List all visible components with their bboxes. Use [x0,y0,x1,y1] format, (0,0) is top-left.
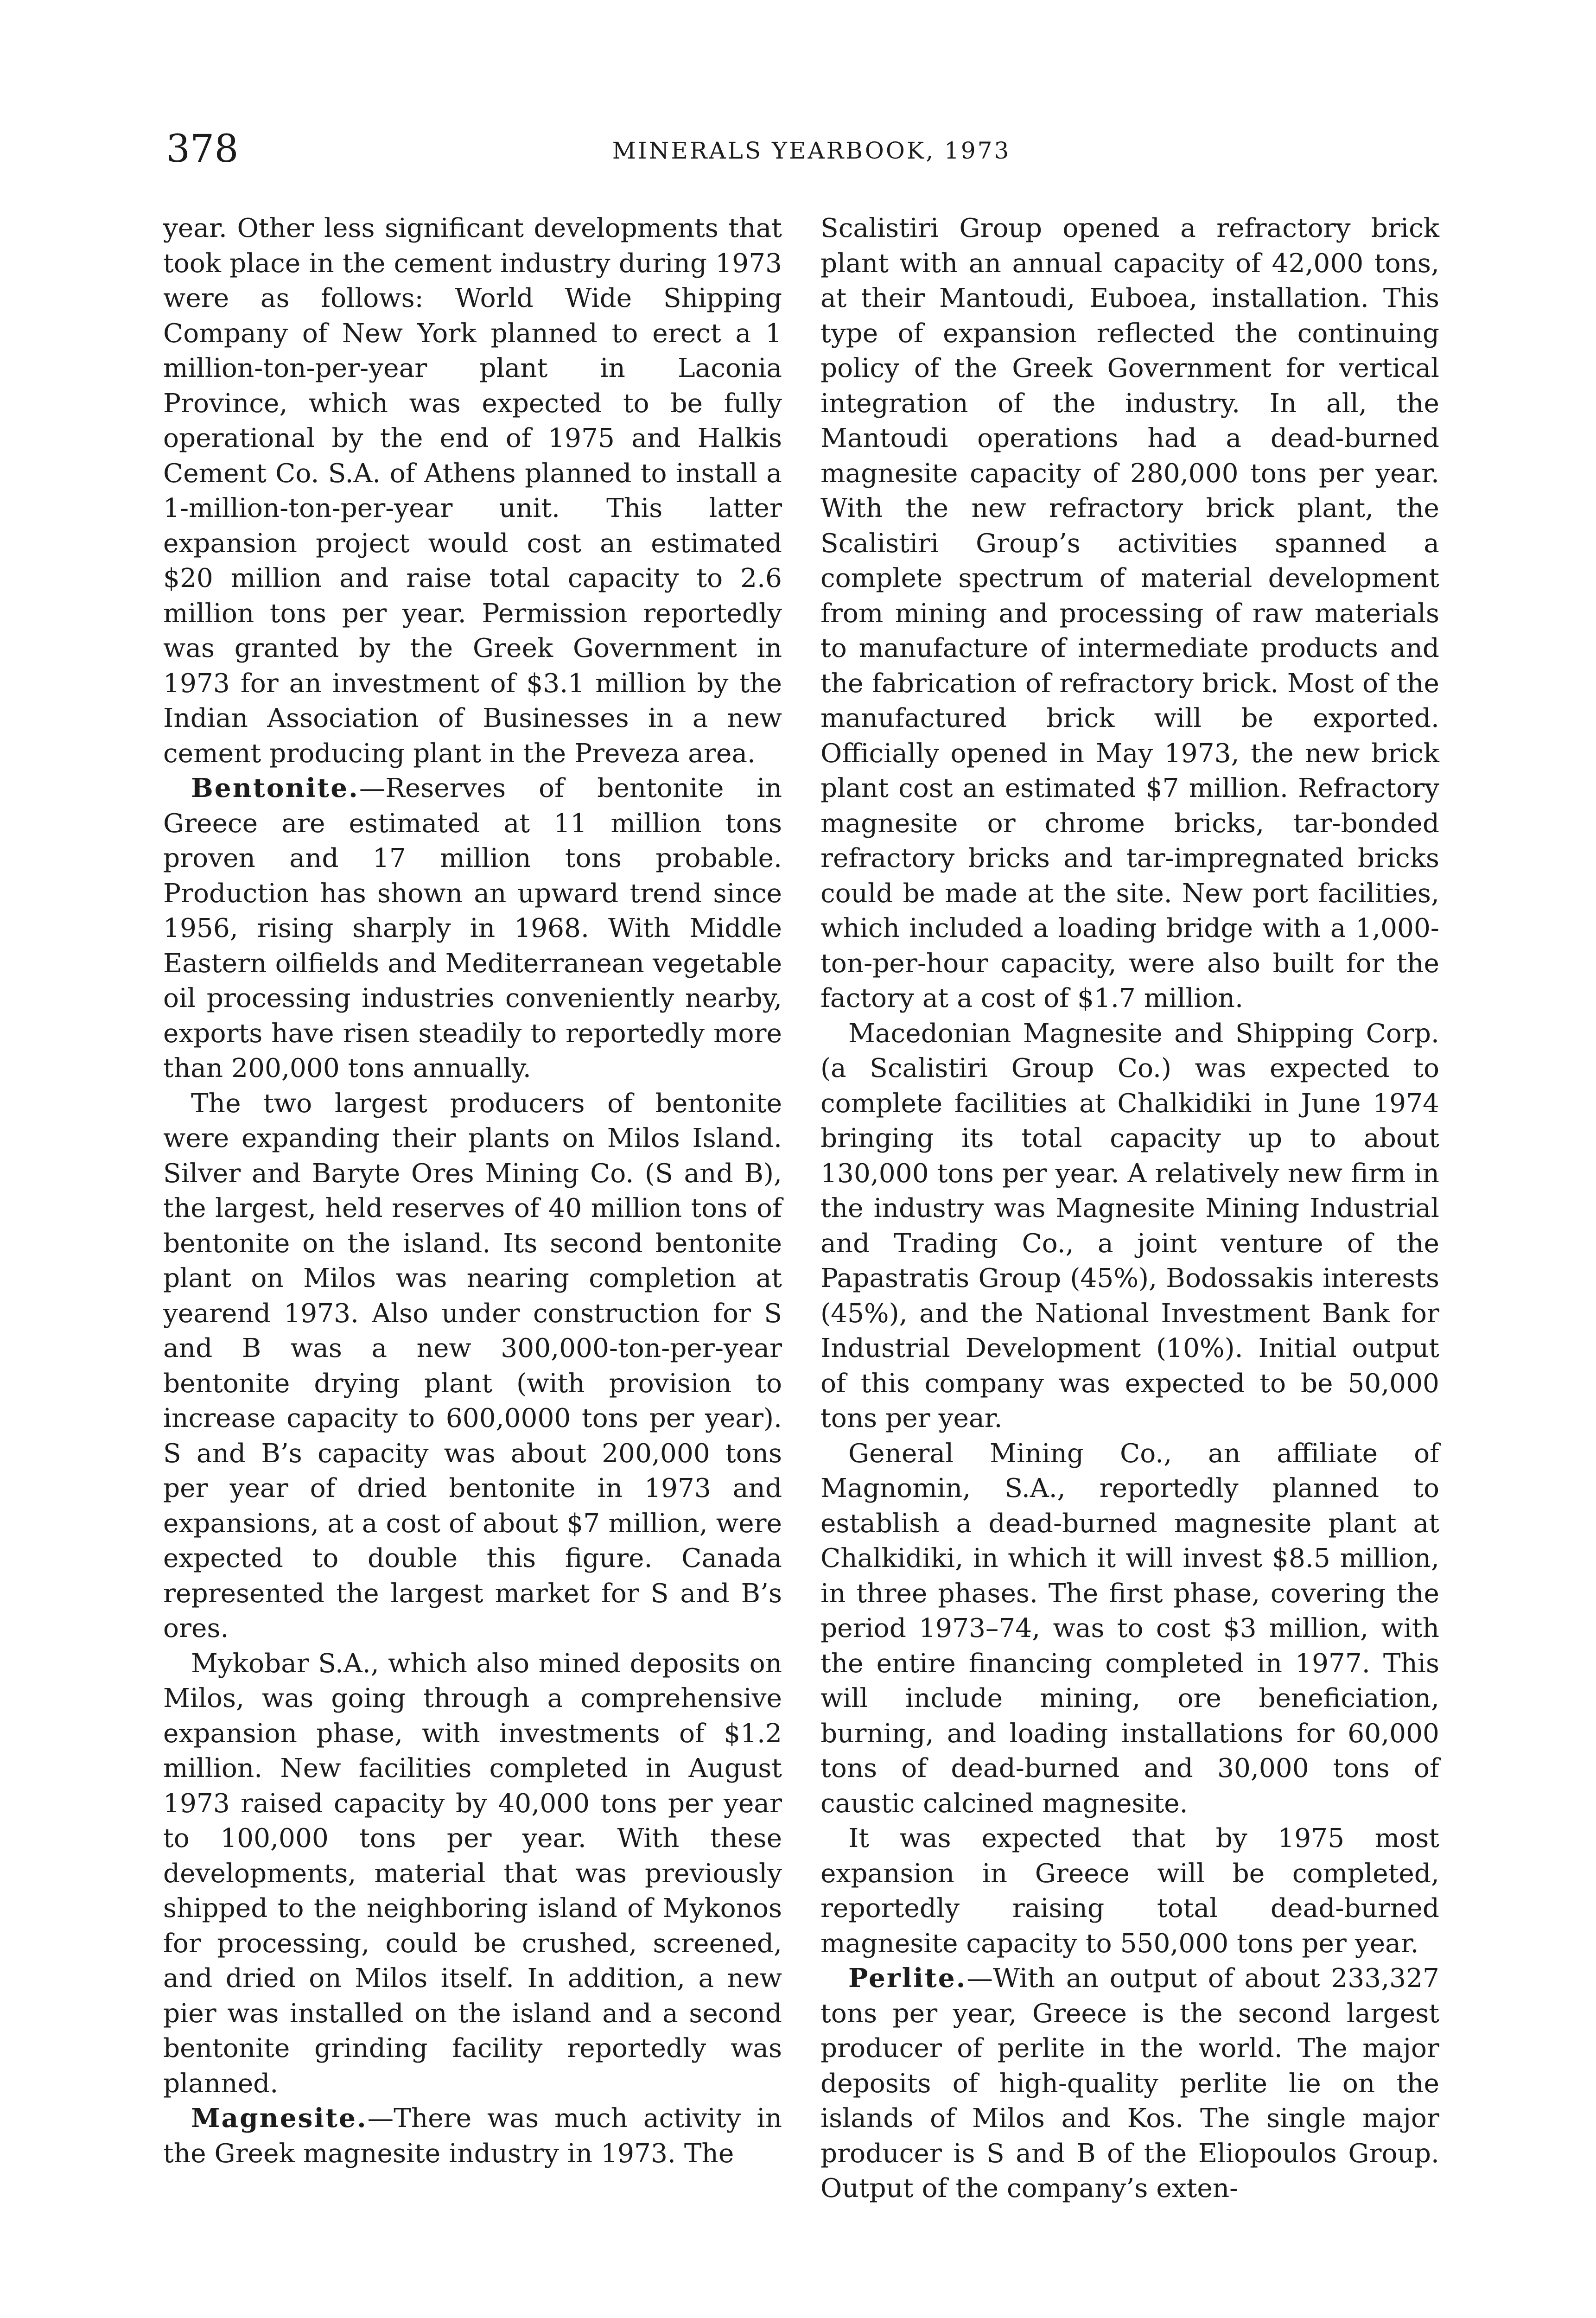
bentonite-text: —Reserves of bentonite in Greece are estimated at 11 million tons proven and 17 million tons probable. Production has shown an upward trend since 1956, rising sharply in 1968. With Middle Eastern oilfields and Mediterranean vegetable oil processing industries conveniently nearby, exports have risen steadily to reportedly more than 200,000 tons annually. [163,773,782,1083]
paragraph-mykobar: Mykobar S.A., which also mined deposits on Milos, was going through a comprehensive expansion phase, with investments of $1.2 million. New facilities completed in August 1973 raised capacity by 40,000 tons per year to 100,000 tons per year. With these developments, material that was previously shipped to the neighboring island of Mykonos for processing, could be crushed, screened, and dried on Milos itself. In addition, a new pier was installed on the island and a second bentonite grinding facility reportedly was planned. [163,1648,782,2099]
section-heading-bentonite: Bentonite. [191,773,359,803]
section-heading-magnesite: Magnesite. [191,2103,368,2133]
page-header [166,126,1457,172]
paragraph-perlite [820,1961,1439,2206]
perlite-text: —With an output of about 233,327 tons per year, Greece is the second largest producer of perlite in the world. The major deposits of high-quality perlite lie on the islands of Milos and Kos. The single major producer is S and B of the Eliopoulos Group. Output of the company’s exten- [820,1963,1439,2203]
left-column [163,211,782,2171]
paragraph-macedonian-magnesite: Macedonian Magnesite and Shipping Corp. (a Scalistiri Group Co.) was expected to complete facilities at Chalkidiki in June 1974 bringing its total capacity up to about 130,000 tons per year. A relatively new firm in the industry was Magnesite Mining Industrial and Trading Co., a joint venture of the Papastratis Group (45%), Bodossakis interests (45%), and the National Investment Bank for Industrial Development (10%). Initial output of this company was expected to be 50,000 tons per year. [820,1018,1439,1433]
paragraph-scalistiri: Scalistiri Group opened a refractory brick plant with an annual capacity of 42,000 tons, at their Mantoudi, Euboea, installation. This type of expansion reflected the continuing policy of the Greek Government for vertical integration of the industry. In all, the Mantoudi operations had a dead-burned magnesite capacity of 280,000 tons per year. With the new refractory brick plant, the Scalistiri Group’s activities spanned a complete spectrum of material development from mining and processing of raw materials to manufacture of intermediate products and the fabrication of refractory brick. Most of the manufactured brick will be exported. Officially opened in May 1973, the new brick plant cost an estimated $7 million. Refractory magnesite or chrome bricks, tar-bonded refractory bricks and tar-impregnated bricks could be made at the site. New port facilities, which included a loading bridge with a 1,000-ton-per-hour capacity, were also built for the factory at a cost of $1.7 million. [820,213,1439,1013]
running-head: MINERALS YEARBOOK, 1973 [612,137,1011,164]
section-heading-perlite: Perlite. [848,1963,967,1993]
paragraph-cement-developments: year. Other less significant developments that took place in the cement industry during 1973 were as follows: World Wide Shipping Company of New York planned to erect a 1 million-ton-per-year plant in Laconia Province, which was expected to be fully operational by the end of 1975 and Halkis Cement Co. S.A. of Athens planned to install a 1-million-ton-per-year unit. This latter expansion project would cost an estimated $20 million and raise total capacity to 2.6 million tons per year. Permission reportedly was granted by the Greek Government in 1973 for an investment of $3.1 million by the Indian Association of Businesses in a new cement producing plant in the Preveza area. [163,213,782,769]
right-column [820,211,1439,2206]
paragraph-expansion-outlook: It was expected that by 1975 most expansion in Greece will be completed, reportedly raising total dead-burned magnesite capacity to 550,000 tons per year. [820,1823,1439,1959]
paragraph-bentonite [163,771,782,1086]
magnesite-text: —There was much activity in the Greek magnesite industry in 1973. The [163,2103,782,2169]
page-number: 378 [166,127,239,171]
paragraph-general-mining: General Mining Co., an affiliate of Magnomin, S.A., reportedly planned to establish a dead-burned magnesite plant at Chalkidiki, in which it will invest $8.5 million, in three phases. The first phase, covering the period 1973–74, was to cost $3 million, with the entire financing completed in 1977. This will include mining, ore beneficiation, burning, and loading installations for 60,000 tons of dead-burned and 30,000 tons of caustic calcined magnesite. [820,1438,1439,1819]
paragraph-bentonite-producers: The two largest producers of bentonite were expanding their plants on Milos Island. Silver and Baryte Ores Mining Co. (S and B), the largest, held reserves of 40 million tons of bentonite on the island. Its second bentonite plant on Milos was nearing completion at yearend 1973. Also under construction for S and B was a new 300,000-ton-per-year bentonite drying plant (with provision to increase capacity to 600,0000 tons per year). S and B’s capacity was about 200,000 tons per year of dried bentonite in 1973 and expansions, at a cost of about $7 million, were expected to double this figure. Canada represented the largest market for S and B’s ores. [163,1088,782,1643]
paragraph-magnesite [163,2101,782,2171]
